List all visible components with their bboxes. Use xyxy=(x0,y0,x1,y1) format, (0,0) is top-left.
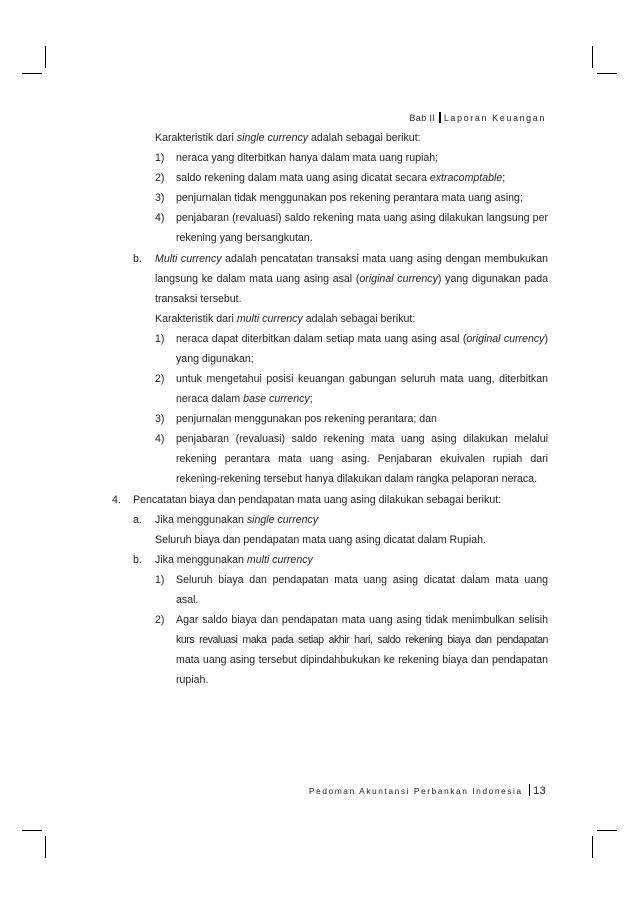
list-item-continuation: rekening-rekening tersebut hanya dilakukan dalam rangka pelaporan neraca. xyxy=(176,473,538,485)
list-letter: b. xyxy=(133,554,142,566)
list-item: saldo rekening dalam mata uang asing dicatat secara extracomptable; xyxy=(176,172,506,184)
list-item-continuation: kurs revaluasi maka pada setiap akhir hari, saldo rekening biaya dan pendapatan xyxy=(176,634,548,646)
crop-mark-bottom-right-vertical xyxy=(592,836,593,858)
list-item-number: 1) xyxy=(155,333,165,345)
list-item-continuation: rekening yang bersangkutan. xyxy=(176,232,313,244)
crop-mark-bottom-left-horizontal xyxy=(22,830,42,831)
list-item-number: 4) xyxy=(155,212,165,224)
list-item-number: 3) xyxy=(155,413,165,425)
crop-mark-bottom-left-vertical xyxy=(45,836,46,858)
section-number: 4. xyxy=(112,494,121,506)
list-item-number: 3) xyxy=(155,192,165,204)
running-footer xyxy=(309,784,546,797)
list-item-number: 1) xyxy=(155,574,165,586)
list-item-continuation: yang digunakan; xyxy=(176,353,254,365)
section-heading: Pencatatan biaya dan pendapatan mata uang asing dilakukan sebagai berikut: xyxy=(133,494,502,506)
sub-item-description: Seluruh biaya dan pendapatan mata uang asing dicatat dalam Rupiah. xyxy=(155,534,486,546)
page-number: 13 xyxy=(533,785,546,797)
book-title: Pedoman Akuntansi Perbankan Indonesia xyxy=(308,786,523,796)
header-divider xyxy=(439,112,441,123)
list-letter: b. xyxy=(133,253,142,265)
list-item: penjabaran (revaluasi) saldo rekening mata uang asing dilakukan langsung per xyxy=(176,212,548,224)
list-item-continuation: asal. xyxy=(176,594,199,606)
multi-currency-definition-line: transaksi tersebut. xyxy=(155,293,242,305)
list-item-continuation: neraca dalam base currency; xyxy=(176,393,313,405)
chapter-label: Bab II xyxy=(409,113,436,123)
list-item: Agar saldo biaya dan pendapatan mata uang asing tidak menimbulkan selisih xyxy=(176,614,548,626)
list-item: penjurnalan tidak menggunakan pos rekening perantara mata uang asing; xyxy=(176,192,523,204)
list-item: penjurnalan menggunakan pos rekening perantara; dan xyxy=(176,413,437,425)
list-item: penjabaran (revaluasi) saldo rekening mata uang asing dilakukan melalui xyxy=(176,433,548,445)
list-item: neraca dapat diterbitkan dalam setiap mata uang asing asal (original currency) xyxy=(176,333,548,345)
list-item-number: 2) xyxy=(155,373,165,385)
list-item-number: 2) xyxy=(155,614,165,626)
chapter-title: Laporan Keuangan xyxy=(443,113,546,123)
list-item-continuation: mata uang asing tersebut dipindahbukukan ke rekening biaya dan pendapatan xyxy=(176,654,548,666)
running-header xyxy=(409,112,546,123)
list-item: neraca yang diterbitkan hanya dalam mata uang rupiah; xyxy=(176,152,439,164)
crop-mark-top-left-vertical xyxy=(45,46,46,68)
list-item-number: 2) xyxy=(155,172,165,184)
list-item: Seluruh biaya dan pendapatan mata uang asing dicatat dalam mata uang xyxy=(176,574,548,586)
sub-item-label: Jika menggunakan multi currency xyxy=(155,554,313,566)
list-letter: a. xyxy=(133,514,142,526)
crop-mark-bottom-right-horizontal xyxy=(597,830,617,831)
multi-currency-definition-line: langsung ke dalam mata uang asing asal (original currency) yang digunakan pada xyxy=(155,273,548,285)
crop-mark-top-right-horizontal xyxy=(597,73,617,74)
list-item: untuk mengetahui posisi keuangan gabungan seluruh mata uang, diterbitkan xyxy=(176,373,548,385)
single-currency-intro: Karakteristik dari single currency adalah sebagai berikut: xyxy=(155,132,421,144)
sub-item-label: Jika menggunakan single currency xyxy=(155,514,319,526)
footer-divider xyxy=(529,784,531,796)
multi-currency-intro: Karakteristik dari multi currency adalah sebagai berikut: xyxy=(155,313,416,325)
list-item-continuation: rupiah. xyxy=(176,674,209,686)
list-item-number: 4) xyxy=(155,433,165,445)
crop-mark-top-right-vertical xyxy=(592,46,593,68)
list-item-number: 1) xyxy=(155,152,165,164)
list-item-continuation: rekening perantara mata uang asing. Penjabaran ekuivalen rupiah dari xyxy=(176,453,548,465)
multi-currency-definition-line: Multi currency adalah pencatatan transaksi mata uang asing dengan membukukan xyxy=(155,253,548,265)
crop-mark-top-left-horizontal xyxy=(22,73,42,74)
